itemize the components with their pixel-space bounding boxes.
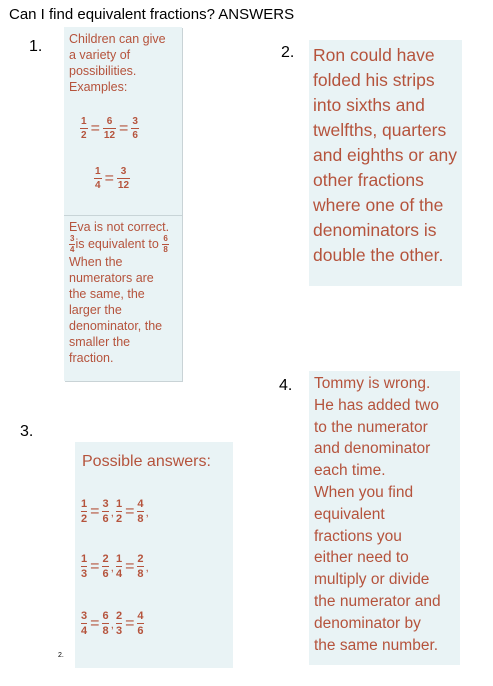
fraction: $\frac{1}{4}$ xyxy=(95,166,101,191)
question-4-number: 4. xyxy=(279,377,293,394)
question-2-number: 2. xyxy=(281,44,295,61)
q4-answer xyxy=(314,373,441,656)
fraction: $\frac{1}{3}$ xyxy=(81,553,88,580)
q3-heading: Possible answers: xyxy=(82,453,211,470)
q4-line: When you find xyxy=(314,483,414,501)
q3-row: $\frac{1}{2}$ = $\frac{3}{6}$ , $\frac{1}{2}$ = $\frac{4}{8}$ , xyxy=(81,498,149,525)
q2-line: and eighths or any xyxy=(313,145,457,165)
q1-intro-line: a variety of xyxy=(69,48,131,62)
q2-line: denominators is xyxy=(313,220,437,240)
eva-line: numerators are xyxy=(69,271,154,285)
fraction: $\frac{4}{8}$ xyxy=(137,498,144,525)
q4-line: the same number. xyxy=(314,636,439,654)
q2-panel xyxy=(309,40,462,286)
eva-line: larger the xyxy=(69,303,122,317)
fraction: $\frac{2}{3}$ xyxy=(115,610,123,637)
q1-eva-answer xyxy=(69,219,169,366)
fraction: $\frac{3}{12}$ xyxy=(117,166,130,191)
fraction: $\frac{2}{6}$ xyxy=(102,553,109,580)
fraction: $\frac{2}{8}$ xyxy=(137,553,144,580)
q2-line: where one of the xyxy=(313,195,444,215)
q1-intro-line: Children can give xyxy=(69,32,166,46)
fraction: $\frac{6}{8}$ xyxy=(163,234,168,254)
q4-line: to the numerator xyxy=(314,418,428,436)
fraction: $\frac{6}{12}$ xyxy=(103,116,116,141)
q1-panel xyxy=(64,27,182,381)
eva-line: smaller the xyxy=(69,335,131,349)
q2-line: into sixths and xyxy=(313,95,425,115)
q4-line: Tommy is wrong. xyxy=(314,375,431,392)
q4-line: fractions you xyxy=(314,527,402,545)
q4-line: either need to xyxy=(314,549,409,567)
q4-line: multiply or divide xyxy=(314,571,430,589)
q4-line: denominator by xyxy=(314,614,421,632)
fraction: $\frac{4}{6}$ xyxy=(137,610,144,637)
q3-panel xyxy=(75,442,233,668)
q2-line: Ron could have xyxy=(313,45,435,65)
q4-line: He has added two xyxy=(314,396,439,414)
fraction: $\frac{3}{4}$ xyxy=(81,610,88,637)
q1-intro-line: Examples: xyxy=(69,80,128,94)
q2-answer xyxy=(313,43,457,268)
q4-line: and denominator xyxy=(314,440,431,458)
page-title: Can I find equivalent fractions? ANSWERS xyxy=(9,6,295,23)
q4-panel xyxy=(309,371,460,665)
q2-line: double the other. xyxy=(313,245,444,265)
q3-row: $\frac{3}{4}$ = $\frac{6}{8}$ , $\frac{2}{3}$ = $\frac{4}{6}$ xyxy=(81,610,144,637)
eva-line: Eva is not correct. xyxy=(69,220,170,234)
fraction: $\frac{1}{2}$ xyxy=(115,498,123,525)
q1-example-2: $\frac{1}{4}$ = $\frac{3}{12}$ xyxy=(95,166,130,191)
fraction: $\frac{3}{6}$ xyxy=(102,498,109,525)
q4-line: equivalent xyxy=(314,505,385,523)
fraction: $\frac{1}{2}$ xyxy=(81,498,88,525)
eva-line: fraction. xyxy=(69,351,114,365)
fraction: $\frac{1}{2}$ xyxy=(81,116,87,141)
eva-line: the same, the xyxy=(69,287,145,301)
q1-intro xyxy=(69,31,166,95)
fraction: $\frac{3}{6}$ xyxy=(132,116,138,141)
eva-equivalence: $\frac{3}{4}$ is equivalent to $\frac{6}{8}$ xyxy=(70,234,168,254)
fraction: $\frac{3}{4}$ xyxy=(70,234,75,254)
fraction: $\frac{6}{8}$ xyxy=(102,610,109,637)
q4-line: each time. xyxy=(314,462,386,480)
q2-line: folded his strips xyxy=(313,70,435,90)
q3-row: $\frac{1}{3}$ = $\frac{2}{6}$ , $\frac{1}{4}$ = $\frac{2}{8}$ , xyxy=(81,553,149,580)
q2-line: twelfths, quarters xyxy=(313,120,447,140)
divider xyxy=(64,215,182,216)
eva-line: denominator, the xyxy=(69,319,163,333)
question-3-number: 3. xyxy=(20,423,34,440)
q4-line: the numerator and xyxy=(314,592,441,610)
footnote-label: 2. xyxy=(58,652,64,659)
eva-line: When the xyxy=(69,255,123,269)
q1-intro-line: possibilities. xyxy=(69,64,137,78)
q1-example-1: $\frac{1}{2}$ = $\frac{6}{12}$ = $\frac{3}{6}$ xyxy=(81,116,138,141)
fraction: $\frac{1}{4}$ xyxy=(115,553,123,580)
question-1-number: 1. xyxy=(29,38,43,55)
q2-line: other fractions xyxy=(313,170,424,190)
